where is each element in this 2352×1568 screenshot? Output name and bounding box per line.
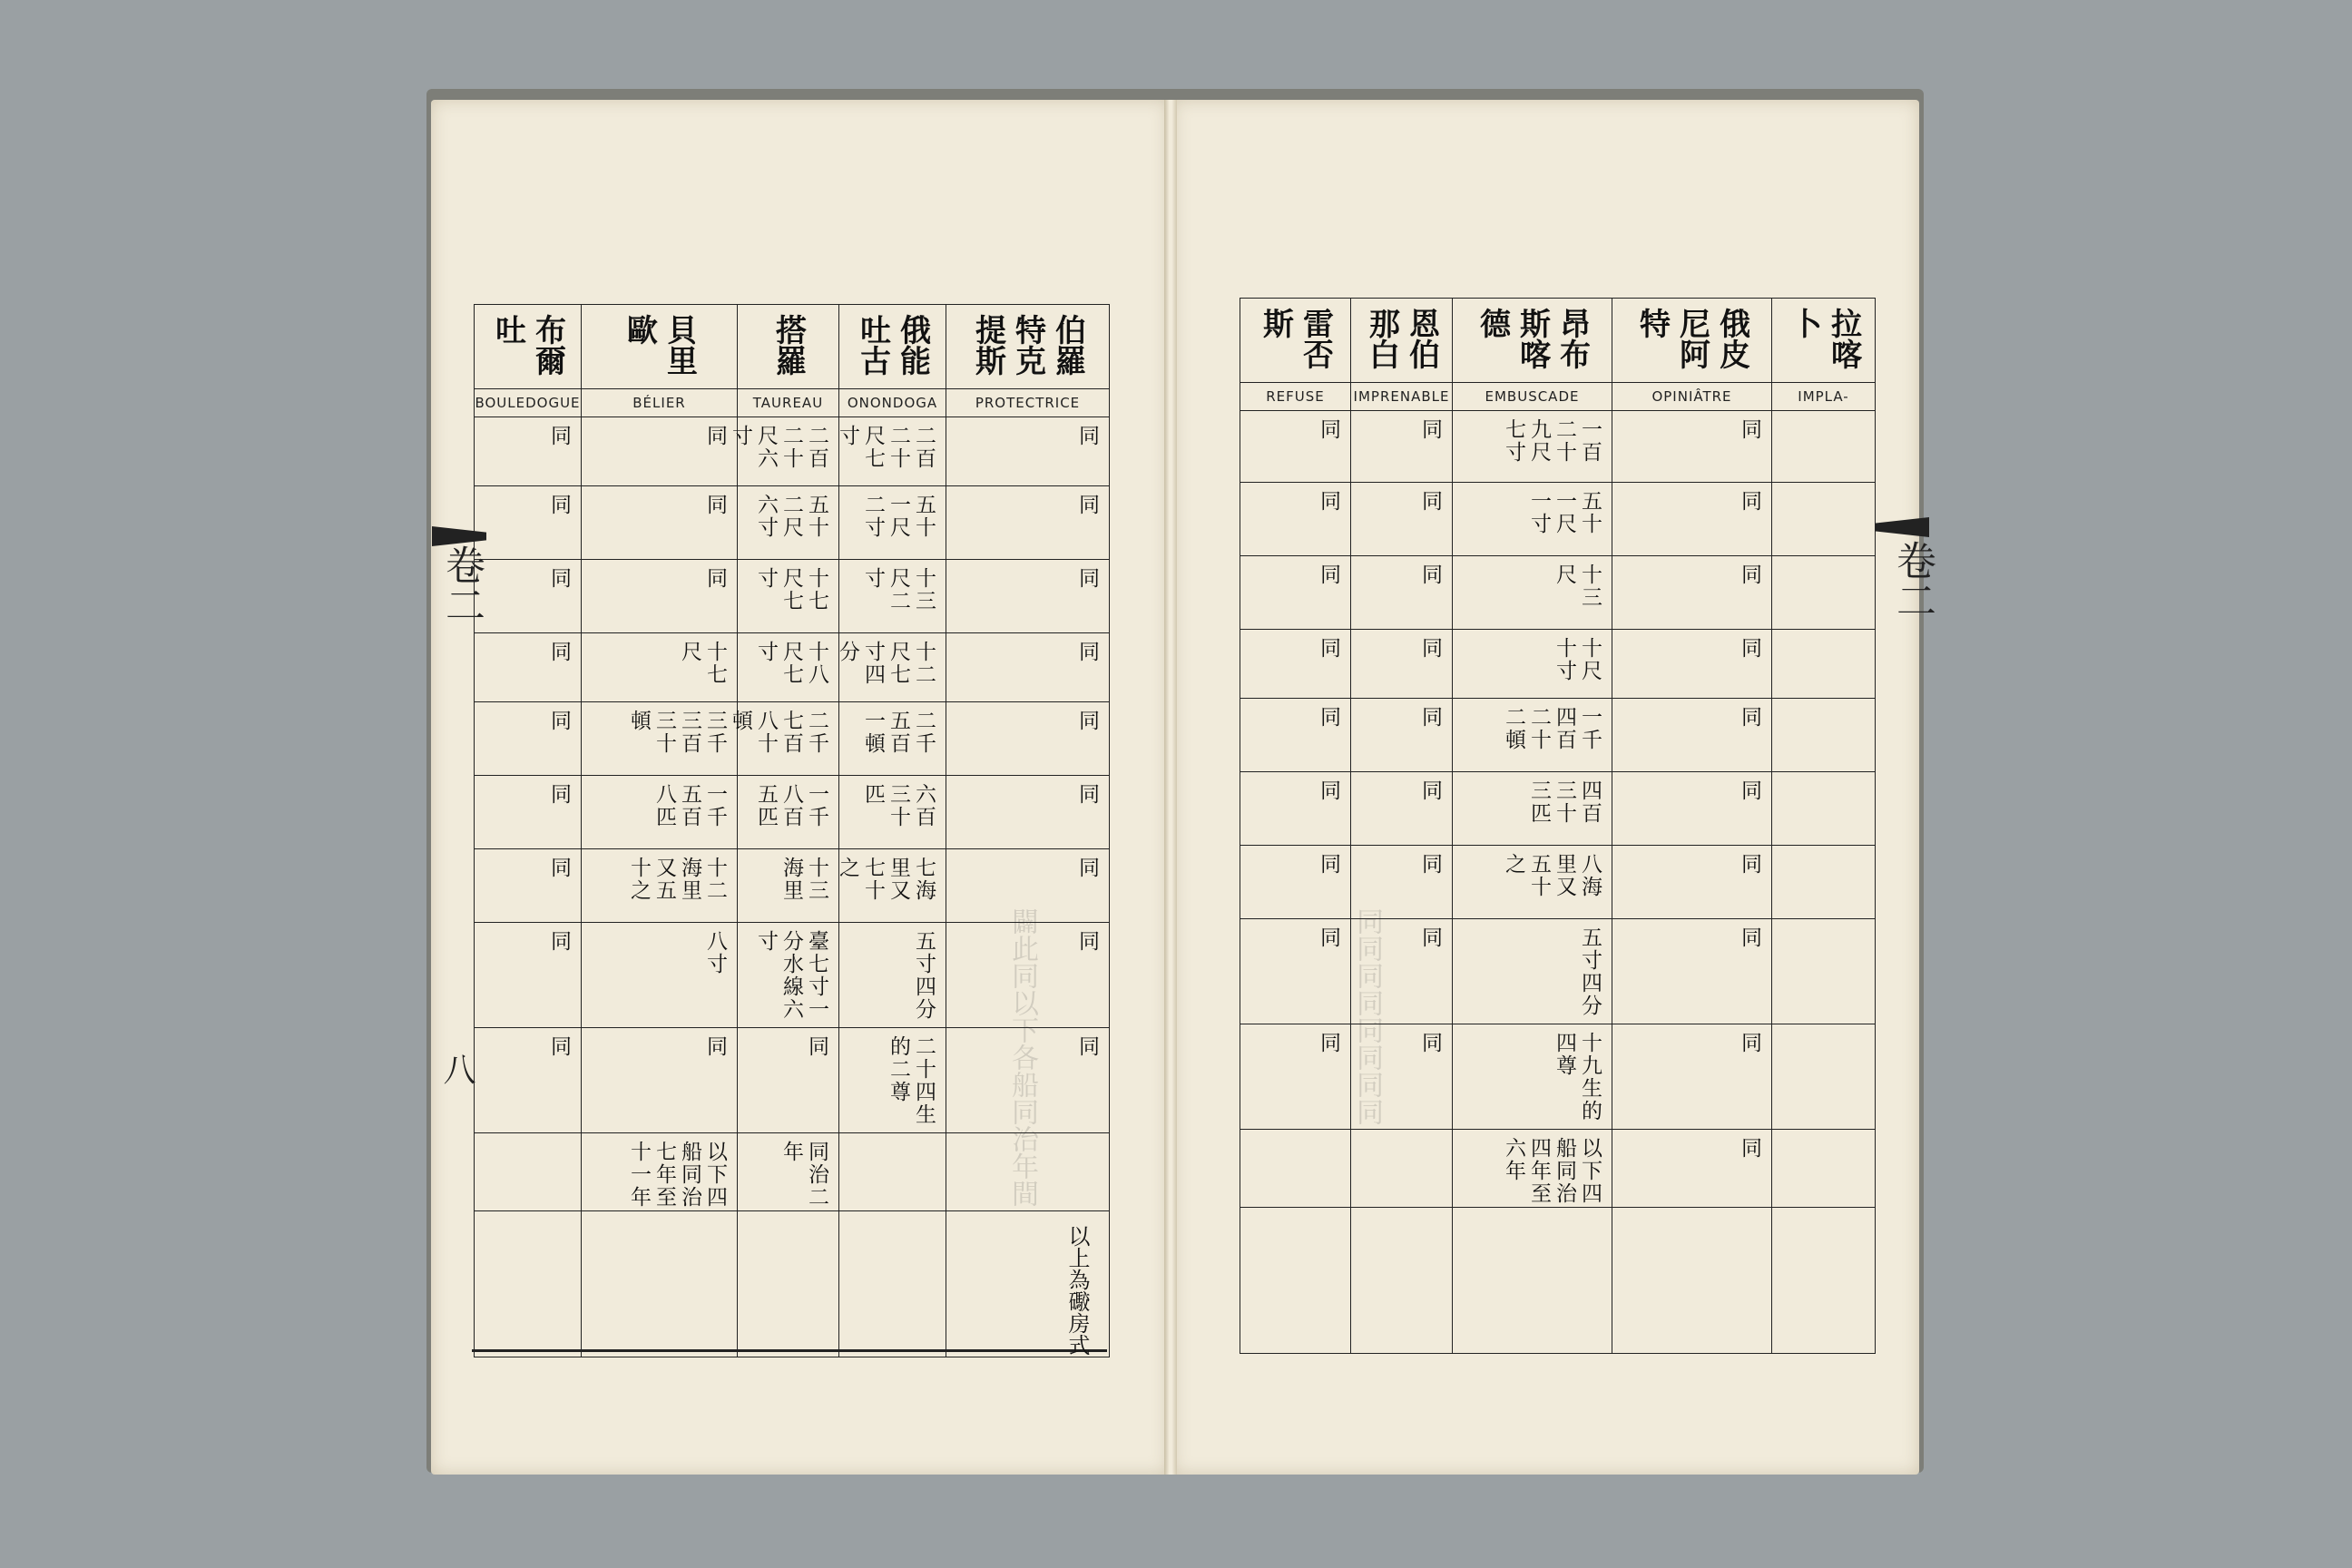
right-table-cell: [1772, 772, 1876, 846]
right-table-cell: [1351, 556, 1453, 630]
right-table-cell: [1612, 772, 1772, 846]
left-col-header-latin: BOULEDOGUE: [475, 389, 582, 417]
left-cell-text: 二千五百一頓: [861, 710, 936, 755]
left-table-cell: [946, 923, 1110, 1028]
right-table-cell: [1453, 772, 1612, 846]
left-table-row: [475, 633, 1110, 702]
left-table-cell: [738, 1028, 839, 1133]
left-cell-text: 五十一尺二寸: [861, 494, 936, 539]
left-col-header: [839, 305, 946, 389]
right-cell-text: 八海里又五十之: [1502, 853, 1602, 898]
right-cell-text: 同: [1418, 853, 1442, 876]
left-spine-label: 卷二: [438, 544, 485, 624]
right-table-cell: [1772, 699, 1876, 772]
left-table-cell: [582, 1133, 738, 1211]
left-cell-text: 同: [1075, 494, 1099, 516]
left-table-row: [475, 702, 1110, 776]
left-table-cell: [946, 560, 1110, 633]
bleed-through-decoration: 同同同同同同同同: [1351, 907, 1383, 1125]
right-table-cell: [1351, 846, 1453, 919]
right-cell-text: 同: [1418, 779, 1442, 802]
right-cell-text: 同: [1738, 853, 1761, 876]
left-table: [474, 304, 1110, 1357]
left-table-row: [475, 486, 1110, 560]
left-table-cell: [946, 486, 1110, 560]
right-cell-text: 同: [1418, 1032, 1442, 1054]
left-table-cell: [946, 1028, 1110, 1133]
left-cell-text: 三千三百三十頓: [627, 710, 727, 755]
right-table-cell: [1612, 630, 1772, 699]
left-cell-text: 同: [547, 567, 571, 590]
left-cell-text: 一千五百八匹: [652, 783, 727, 828]
right-table-row: [1240, 846, 1876, 919]
left-col-header-zh: 搭羅: [769, 314, 807, 376]
right-cell-text: 同: [1418, 926, 1442, 949]
left-cell-text: 同: [1075, 641, 1099, 663]
left-table-cell: [582, 633, 738, 702]
right-table-cell: [1240, 772, 1351, 846]
right-cell-text: 一千四百二十二頓: [1502, 706, 1602, 751]
right-table-row: [1240, 556, 1876, 630]
right-table-cell: [1772, 630, 1876, 699]
left-col-header-zh: 貝里歐: [621, 314, 698, 376]
right-cell-text: 五十一尺一寸: [1527, 490, 1602, 535]
left-cell-text: 二百二十尺七寸: [836, 425, 936, 470]
left-cell-text: 以下四船同治七年至十一年: [627, 1141, 727, 1209]
right-col-header: [1612, 299, 1772, 383]
bleed-through-decoration: 闢此同以下各船同治年間: [1006, 907, 1038, 1207]
left-table-cell: [729, 417, 839, 486]
left-table-row: [475, 1133, 1110, 1211]
right-table-row: [1240, 1024, 1876, 1130]
right-col-header-zh: 恩伯那白: [1363, 308, 1440, 369]
left-cell-text: 同: [547, 710, 571, 732]
right-col-header-latin: EMBUSCADE: [1453, 383, 1612, 411]
right-table-row: [1240, 699, 1876, 772]
right-cell-text: 同: [1418, 706, 1442, 729]
left-table-row: [475, 417, 1110, 486]
right-cell-text: 以下四船同治四年至六年: [1502, 1137, 1602, 1205]
right-table-blank-row: [1240, 1208, 1876, 1354]
left-table-cell: [839, 1133, 946, 1211]
left-table-row: [475, 1028, 1110, 1133]
right-table-cell: [1772, 919, 1876, 1024]
left-table-cell: [738, 849, 839, 923]
right-cell-text: 十九生的四尊: [1553, 1032, 1602, 1122]
right-cell-text: 同: [1317, 706, 1340, 729]
left-table-row: [475, 560, 1110, 633]
left-cell-text: 同: [1075, 857, 1099, 879]
left-cell-text: 五寸四分: [912, 930, 936, 1021]
right-table-cell: [1453, 919, 1612, 1024]
left-cell-text: 同: [547, 641, 571, 663]
right-col-header-latin: OPINIÂTRE: [1612, 383, 1772, 411]
left-table-cell: [738, 1133, 839, 1211]
right-table-row: [1240, 630, 1876, 699]
right-table-cell: [1612, 846, 1772, 919]
right-table-cell: [1453, 846, 1612, 919]
right-table-cell: [1351, 919, 1453, 1024]
left-table-cell: [738, 923, 839, 1028]
left-table-cell: [582, 1211, 738, 1357]
right-cell-text: 同: [1418, 418, 1442, 441]
right-table-cell: [1772, 1208, 1876, 1354]
right-table-cell: [1240, 1208, 1351, 1354]
left-table-cell: [836, 633, 946, 702]
left-table-cell: [582, 849, 738, 923]
left-cell-text: 十七尺七寸: [754, 567, 828, 612]
left-table-cell: [839, 1028, 946, 1133]
left-col-header: [475, 305, 582, 389]
right-table-cell: [1351, 1024, 1453, 1130]
right-col-header: [1772, 299, 1876, 383]
right-table-cell: [1612, 1208, 1772, 1354]
left-cell-text: 同: [547, 930, 571, 953]
left-table-cell: [582, 486, 738, 560]
right-cell-text: 五寸四分: [1578, 926, 1602, 1017]
left-table-cell: [582, 923, 738, 1028]
left-cell-text: 十八尺七寸: [754, 641, 828, 686]
left-col-header-latin: PROTECTRICE: [946, 389, 1110, 417]
left-table-note: 以上為礮房式: [1064, 1225, 1090, 1356]
right-table-cell: [1612, 1024, 1772, 1130]
right-table: [1240, 298, 1876, 1354]
right-cell-text: 同: [1738, 564, 1761, 586]
left-table-cell: [582, 702, 738, 776]
left-table-cell: [475, 702, 582, 776]
left-cell-text: 同: [1075, 783, 1099, 806]
left-col-header: [582, 305, 738, 389]
left-cell-text: 十三海里: [779, 857, 828, 902]
right-col-header: [1351, 299, 1453, 383]
right-table-cell: [1351, 411, 1453, 483]
left-cell-text: 六百三十匹: [861, 783, 936, 828]
left-table-cell: [946, 849, 1110, 923]
left-cell-text: 同: [703, 494, 727, 516]
left-page-number: 八: [438, 1053, 475, 1085]
left-table-cell: [839, 486, 946, 560]
left-table-cell: [475, 1211, 582, 1357]
right-table-cell: [1612, 411, 1772, 483]
left-table-row: [475, 776, 1110, 849]
right-table-cell: [1612, 699, 1772, 772]
left-cell-text: 一千八百五匹: [754, 783, 828, 828]
left-table-cell: [582, 776, 738, 849]
left-cell-text: 同: [547, 425, 571, 447]
left-table-cell: [475, 1133, 582, 1211]
right-table-cell: [1351, 1130, 1453, 1208]
left-cell-text: 同: [703, 425, 727, 447]
right-table-cell: [1351, 630, 1453, 699]
left-table-blank-row: [475, 1211, 1110, 1357]
right-cell-text: 同: [1738, 418, 1761, 441]
left-table-cell: [729, 702, 839, 776]
right-table-cell: [1772, 1024, 1876, 1130]
left-col-header-latin: TAUREAU: [738, 389, 839, 417]
left-table-cell: [946, 417, 1110, 486]
right-table-cell: [1453, 556, 1612, 630]
right-cell-text: 同: [1738, 1032, 1761, 1054]
right-table-cell: [1351, 483, 1453, 556]
left-cell-text: 同治二年: [779, 1141, 828, 1209]
left-cell-text: 十三尺二寸: [861, 567, 936, 612]
left-table-cell: [839, 1211, 946, 1357]
left-table-cell: [839, 560, 946, 633]
left-col-header-zh: 布爾吐: [489, 314, 566, 376]
right-cell-text: 同: [1738, 1137, 1761, 1160]
left-table-cell: [738, 560, 839, 633]
right-table-cell: [1453, 630, 1612, 699]
left-cell-text: 二千七百八十頓: [729, 710, 828, 755]
left-cell-text: 同: [1075, 930, 1099, 953]
right-table-cell: [1453, 483, 1612, 556]
right-cell-text: 同: [1317, 564, 1340, 586]
left-col-header-latin: ONONDOGA: [839, 389, 946, 417]
right-cell-text: 同: [1738, 490, 1761, 513]
right-cell-text: 同: [1317, 490, 1340, 513]
left-table-cell: [475, 486, 582, 560]
left-table-cell: [475, 1028, 582, 1133]
right-table-cell: [1453, 1208, 1612, 1354]
left-table-row: [475, 923, 1110, 1028]
left-table-cell: [738, 776, 839, 849]
right-col-header-zh: 雷否斯: [1257, 308, 1334, 369]
left-table-cell: [946, 702, 1110, 776]
right-table-cell: [1240, 483, 1351, 556]
right-table-cell: [1453, 1024, 1612, 1130]
left-table-cell: [839, 776, 946, 849]
left-cell-text: 同: [703, 567, 727, 590]
right-table-cell: [1612, 919, 1772, 1024]
left-cell-text: 八寸: [703, 930, 727, 975]
right-cell-text: 同: [1738, 637, 1761, 660]
right-col-header-latin: IMPRENABLE: [1351, 383, 1453, 411]
left-col-header-zh: 伯羅特克提斯: [969, 314, 1086, 376]
right-cell-text: 同: [1317, 779, 1340, 802]
left-table-cell: [836, 849, 946, 923]
right-cell-text: 同: [1738, 926, 1761, 949]
left-cell-text: 十二尺七寸四分: [836, 641, 936, 686]
left-cell-text: 同: [547, 1035, 571, 1058]
right-table-cell: [1772, 556, 1876, 630]
right-col-header-zh: 俄皮尼阿特: [1633, 308, 1750, 369]
right-cell-text: 同: [1418, 564, 1442, 586]
right-cell-text: 四百三十三匹: [1527, 779, 1602, 825]
left-cell-text: 同: [1075, 567, 1099, 590]
right-table-row: [1240, 919, 1876, 1024]
left-cell-text: 同: [547, 783, 571, 806]
right-table-cell: [1240, 699, 1351, 772]
left-col-header: [946, 305, 1110, 389]
right-table-cell: [1240, 846, 1351, 919]
left-cell-text: 同: [547, 857, 571, 879]
left-cell-text: 二十四生的二尊: [887, 1035, 936, 1126]
right-col-header: [1240, 299, 1351, 383]
right-table-cell: [1612, 1130, 1772, 1208]
right-cell-text: 同: [1738, 706, 1761, 729]
left-cell-text: 同: [703, 1035, 727, 1058]
left-table-cell: [475, 417, 582, 486]
right-cell-text: 同: [1317, 418, 1340, 441]
left-cell-text: 同: [1075, 1035, 1099, 1058]
right-cell-text: 一百二十九尺七寸: [1502, 418, 1602, 464]
left-table-cell: [475, 776, 582, 849]
right-table-cell: [1240, 556, 1351, 630]
left-table-cell: [582, 1028, 738, 1133]
right-table-cell: [1351, 699, 1453, 772]
left-table-cell: [738, 486, 839, 560]
right-table-cell: [1240, 411, 1351, 483]
right-col-header-latin: REFUSE: [1240, 383, 1351, 411]
right-table-cell: [1351, 1208, 1453, 1354]
left-table-cell: [475, 633, 582, 702]
left-cell-text: 同: [1075, 425, 1099, 447]
book-gutter: [1164, 100, 1177, 1475]
right-cell-text: 同: [1738, 779, 1761, 802]
left-cell-text: 五十二尺六寸: [754, 494, 828, 539]
left-table-cell: [946, 633, 1110, 702]
left-table-cell: [836, 417, 946, 486]
left-table-cell: [738, 633, 839, 702]
right-table-cell: [1240, 919, 1351, 1024]
right-cell-text: 同: [1418, 490, 1442, 513]
right-col-header-latin: IMPLA-: [1772, 383, 1876, 411]
left-table-cell: [475, 923, 582, 1028]
right-table-row: [1240, 411, 1876, 483]
left-table-cell: [738, 1211, 839, 1357]
right-cell-text: 同: [1317, 1032, 1340, 1054]
left-table-row: [475, 849, 1110, 923]
left-cell-text: 臺七寸一分水線六寸: [754, 930, 828, 1021]
right-table-cell: [1453, 1130, 1612, 1208]
right-table-cell: [1240, 1130, 1351, 1208]
right-table-row: [1240, 1130, 1876, 1208]
left-table-cell: [946, 1133, 1110, 1211]
left-table-cell: [946, 776, 1110, 849]
left-cell-text: 同: [805, 1035, 828, 1058]
right-table-cell: [1240, 1024, 1351, 1130]
right-table-cell: [1772, 1130, 1876, 1208]
right-col-header-zh: 昂布斯喀德: [1474, 308, 1591, 369]
right-spine-label: 卷二: [1889, 540, 1936, 620]
right-table-cell: [1772, 483, 1876, 556]
right-col-header: [1453, 299, 1612, 383]
left-cell-text: 七海里又七十之: [836, 857, 936, 902]
right-table-cell: [1612, 483, 1772, 556]
right-table-cell: [1240, 630, 1351, 699]
right-cell-text: 十尺十寸: [1553, 637, 1602, 682]
left-table-cell: [839, 923, 946, 1028]
right-cell-text: 同: [1317, 637, 1340, 660]
right-table-row: [1240, 772, 1876, 846]
right-table-row: [1240, 483, 1876, 556]
left-col-header: [738, 305, 839, 389]
right-cell-text: 同: [1418, 637, 1442, 660]
left-table-cell: [475, 849, 582, 923]
right-cell-text: 十三尺: [1553, 564, 1602, 609]
left-cell-text: 二百二十尺六寸: [729, 425, 828, 470]
right-table-cell: [1453, 699, 1612, 772]
left-cell-text: 十二海里又五十之: [627, 857, 727, 902]
left-table-cell: [582, 560, 738, 633]
right-cell-text: 同: [1317, 926, 1340, 949]
left-col-header-latin: BÉLIER: [582, 389, 738, 417]
left-table-cell: [475, 560, 582, 633]
right-cell-text: 同: [1317, 853, 1340, 876]
left-table-cell: [582, 417, 738, 486]
left-cell-text: 同: [1075, 710, 1099, 732]
right-table-cell: [1772, 846, 1876, 919]
left-table-cell: [839, 702, 946, 776]
right-table-cell: [1351, 772, 1453, 846]
right-table-cell: [1772, 411, 1876, 483]
right-table-cell: [1612, 556, 1772, 630]
left-cell-text: 十七尺: [678, 641, 727, 686]
right-col-header-zh: 拉喀卜: [1785, 308, 1862, 369]
left-col-header-zh: 俄能吐古: [854, 314, 931, 376]
right-table-cell: [1453, 411, 1612, 483]
left-cell-text: 同: [547, 494, 571, 516]
